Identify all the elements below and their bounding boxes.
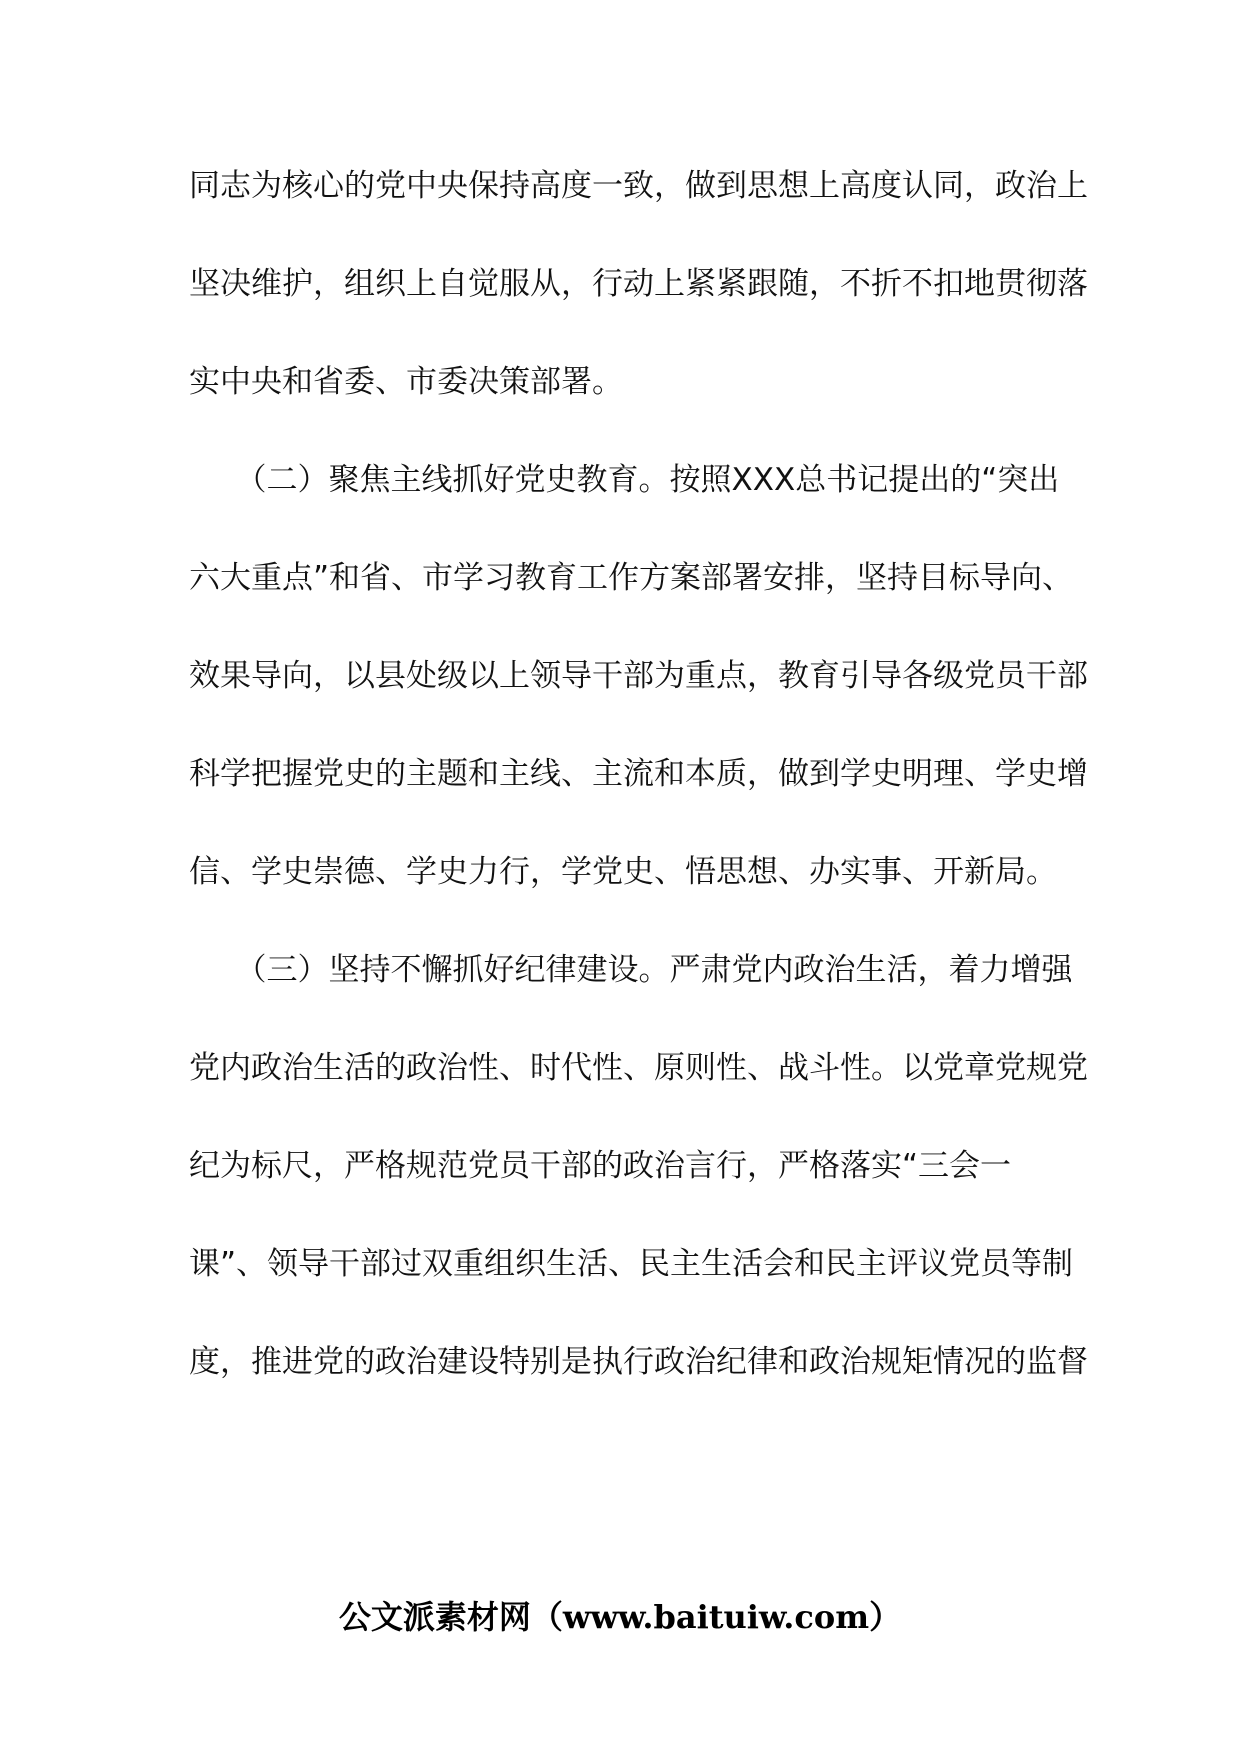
section-heading-line: （二）聚焦主线抓好党史教育。按照XXX总书记提出的“突出 <box>189 462 1060 498</box>
body-line: 党内政治生活的政治性、时代性、原则性、战斗性。以党章党规党 <box>189 1050 1088 1086</box>
body-line: 同志为核心的党中央保持高度一致，做到思想上高度认同，政治上 <box>189 168 1088 204</box>
body-line: 纪为标尺，严格规范党员干部的政治言行，严格落实“三会一 <box>189 1148 1012 1184</box>
footer-watermark: 公文派素材网（www.baituiw.com） <box>338 1598 902 1636</box>
section-heading-line: （三）坚持不懈抓好纪律建设。严肃党内政治生活，着力增强 <box>189 952 1073 988</box>
body-line: 课”、领导干部过双重组织生活、民主生活会和民主评议党员等制 <box>189 1246 1074 1282</box>
body-line: 信、学史崇德、学史力行，学党史、悟思想、办实事、开新局。 <box>189 854 1057 890</box>
body-line: 度，推进党的政治建设特别是执行政治纪律和政治规矩情况的监督 <box>189 1344 1088 1380</box>
body-line: 坚决维护，组织上自觉服从，行动上紧紧跟随，不折不扣地贯彻落 <box>189 266 1088 302</box>
body-line: 效果导向，以县处级以上领导干部为重点，教育引导各级党员干部 <box>189 658 1088 694</box>
body-line: 实中央和省委、市委决策部署。 <box>189 364 623 400</box>
document-body <box>189 160 1088 1434</box>
body-line: 六大重点”和省、市学习教育工作方案部署安排，坚持目标导向、 <box>189 560 1074 596</box>
body-line: 科学把握党史的主题和主线、主流和本质，做到学史明理、学史增 <box>189 756 1088 792</box>
